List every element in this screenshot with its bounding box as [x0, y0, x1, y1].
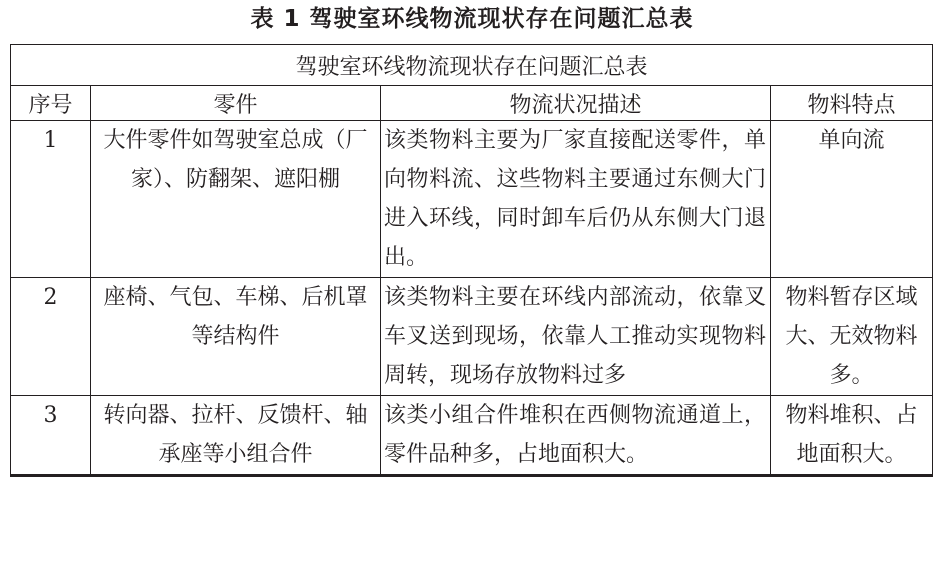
row-num-cell: 1: [11, 121, 91, 278]
header-num: 序号: [11, 86, 91, 121]
table-title: 驾驶室环线物流现状存在问题汇总表: [11, 45, 933, 86]
feature-text: 物料堆积、占地面积大。: [785, 403, 918, 467]
part-cell: [91, 278, 381, 396]
part-cell: [91, 396, 381, 476]
table-row: [11, 396, 933, 476]
desc-text: 该类物料主要在环线内部流动，依靠叉车叉送到现场，依靠人工推动实现物料周转，现场存放物料过多: [384, 285, 766, 388]
feature-cell: [771, 278, 933, 396]
header-row: [11, 86, 933, 121]
feature-cell: [771, 121, 933, 278]
row-num-cell: 3: [11, 396, 91, 476]
feature-text: 单向流: [818, 128, 885, 153]
header-part: 零件: [91, 86, 381, 121]
header-feature: 物料特点: [771, 86, 933, 121]
header-desc: 物流状况描述: [381, 86, 771, 121]
part-text: 大件零件如驾驶室总成（厂家）、防翻架、遮阳棚: [103, 128, 368, 192]
row-num-cell: 2: [11, 278, 91, 396]
desc-text: 该类小组合件堆积在西侧物流通道上，零件品种多，占地面积大。: [384, 403, 766, 467]
table-row: [11, 121, 933, 278]
desc-cell: [381, 121, 771, 278]
feature-text: 物料暂存区域大、无效物料多。: [785, 285, 918, 388]
table-row: [11, 278, 933, 396]
part-text: 座椅、气包、车梯、后机罩等结构件: [103, 285, 368, 349]
part-cell: [91, 121, 381, 278]
problem-summary-table: [10, 44, 933, 477]
feature-cell: [771, 396, 933, 476]
table-caption: 表 1 驾驶室环线物流现状存在问题汇总表: [250, 6, 694, 32]
table-title-row: [11, 45, 933, 86]
desc-cell: [381, 278, 771, 396]
desc-text: 该类物料主要为厂家直接配送零件，单向物料流、这些物料主要通过东侧大门进入环线，同时卸车后仍从东侧大门退出。: [384, 128, 766, 270]
part-text: 转向器、拉杆、反馈杆、轴承座等小组合件: [103, 403, 368, 467]
desc-cell: [381, 396, 771, 476]
